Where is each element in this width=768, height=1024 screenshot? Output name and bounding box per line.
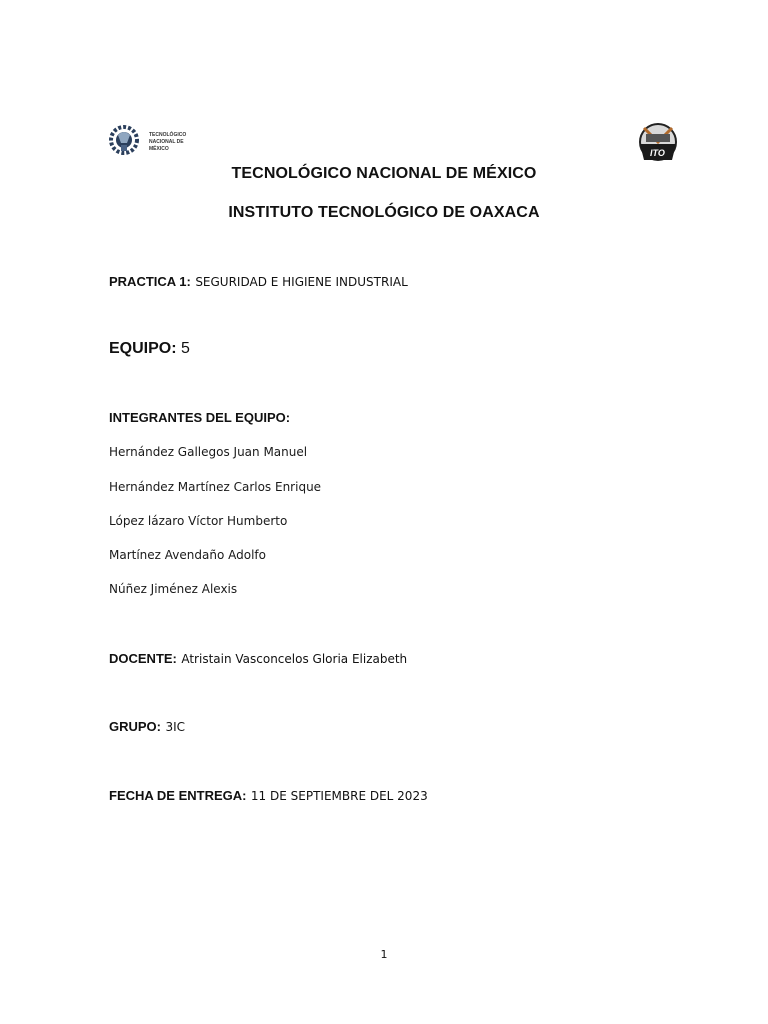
title-tecnm: TECNOLÓGICO NACIONAL DE MÉXICO [231,165,537,182]
docente-row [109,650,407,668]
practica-value: SEGURIDAD E HIGIENE INDUSTRIAL [195,275,408,289]
gear-eagle-icon [109,121,139,159]
equipo-label: EQUIPO: [109,340,177,357]
logo-text-line1: TECNOLÓGICO [149,132,187,138]
equipo-row [109,340,190,358]
practica-row [109,273,408,291]
page-number: 1 [380,948,388,961]
tecnm-logo [109,120,199,160]
ito-logo-text: ITO [650,148,665,158]
ito-logo [632,120,684,164]
member-item: Martínez Avendaño Adolfo [109,548,266,562]
equipo-value: 5 [181,340,190,357]
member-item: Hernández Martínez Carlos Enrique [109,480,322,494]
grupo-value: 3IC [165,720,186,734]
logo-text-line2: NACIONAL DE MÉXICO [149,139,184,152]
fecha-value: 11 DE SEPTIEMBRE DEL 2023 [250,789,428,803]
member-item: López lázaro Víctor Humberto [109,514,288,528]
fecha-row [109,787,428,805]
grupo-label: GRUPO: [109,719,161,734]
member-item: Núñez Jiménez Alexis [109,582,238,596]
docente-label: DOCENTE: [109,651,177,666]
integrantes-label: INTEGRANTES DEL EQUIPO: [109,410,291,425]
fecha-label: FECHA DE ENTREGA: [109,788,247,803]
grupo-row [109,718,185,736]
docente-value: Atristain Vasconcelos Gloria Elizabeth [181,652,408,666]
title-ito: INSTITUTO TECNOLÓGICO DE OAXACA [228,204,540,221]
member-item: Hernández Gallegos Juan Manuel [109,445,308,459]
practica-label: PRACTICA 1: [109,274,191,289]
